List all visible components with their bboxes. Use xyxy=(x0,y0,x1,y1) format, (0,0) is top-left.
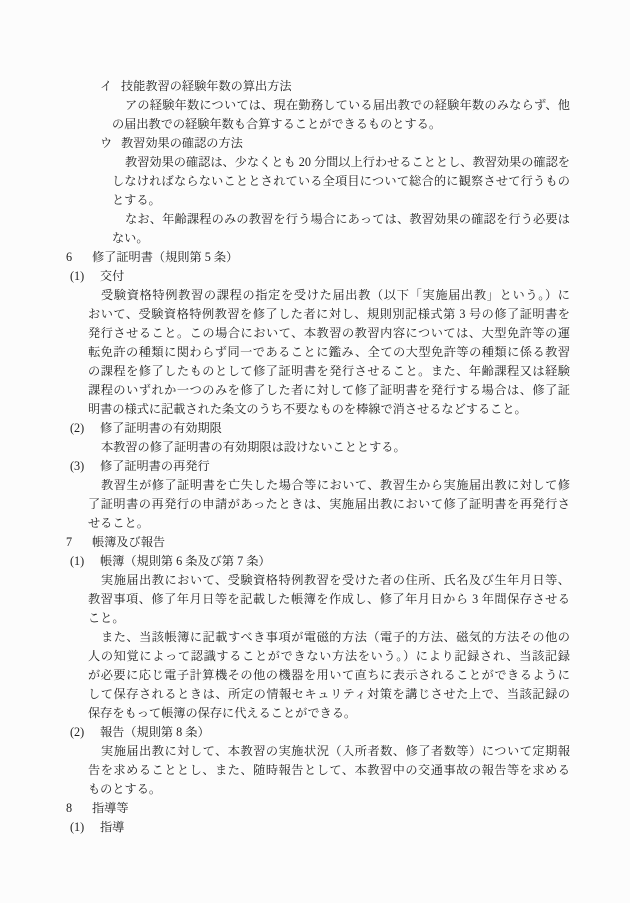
item-number: (1) xyxy=(70,820,85,834)
text-line: アの経験年数については、現在勤務している届出教での経験年数のみならず、他 xyxy=(125,98,570,112)
text-line: しなければならないこととされている全項目について総合的に観察させて行うもの xyxy=(112,174,570,188)
text-line: 転免許の種類に関わらず同一であることに鑑み、全ての大型免許等の種類に係る教習 xyxy=(88,345,570,359)
text-line: 本教習の修了証明書の有効期限は設けないこととする。 xyxy=(101,440,406,454)
item-title: 帳簿（規則第 6 条及び第 7 条） xyxy=(100,554,271,568)
heading-line xyxy=(0,134,630,153)
heading-line xyxy=(0,419,630,438)
text-line: 人の知覚によって認識することができない方法をいう。）により記録され、当該記録 xyxy=(88,649,570,663)
text-line: 実施届出教において、受験資格特例教習を受けた者の住所、氏名及び生年月日等、 xyxy=(101,573,570,587)
heading-line xyxy=(0,267,630,286)
heading-line xyxy=(0,77,630,96)
text-line: 教習事項、修了年月日等を記載した帳簿を作成し、修了年月日から 3 年間保存させる xyxy=(88,592,570,606)
item-number: (2) xyxy=(70,421,85,435)
heading-line xyxy=(0,552,630,571)
item-number: (3) xyxy=(70,459,85,473)
text-line: 明書の様式に記載された条文のうち不要なものを棒線で消させるなどすること。 xyxy=(88,402,527,416)
item-title: 教習効果の確認の方法 xyxy=(121,136,243,150)
item-number: ウ xyxy=(100,136,113,150)
text-line: 実施届出教に対して、本教習の実施状況（入所者数、修了者数等）について定期報 xyxy=(101,744,570,758)
heading-line xyxy=(0,457,630,476)
item-title: 交付 xyxy=(100,269,125,283)
text-line: 発行させること。この場合において、本教習の教習内容については、大型免許等の運 xyxy=(88,326,570,340)
text-line: して保存されるときは、所定の情報セキュリティ対策を講じさせた上で、当該記録の xyxy=(88,687,570,701)
text-line: 教習生が修了証明書を亡失した場合等において、教習生から実施届出教に対して修 xyxy=(101,478,570,492)
item-title: 修了証明書（規則第 5 条） xyxy=(92,250,239,264)
text-line: の課程を修了したものとして修了証明書を発行させること。また、年齢課程又は経験 xyxy=(88,364,570,378)
text-line: せること。 xyxy=(88,516,149,530)
text-line: こと。 xyxy=(88,611,125,625)
heading-line xyxy=(0,248,630,267)
item-number: イ xyxy=(100,79,113,93)
item-title: 修了証明書の再発行 xyxy=(100,459,210,473)
item-title: 技能教習の経験年数の算出方法 xyxy=(121,79,292,93)
item-number: (1) xyxy=(70,554,85,568)
item-title: 帳簿及び報告 xyxy=(92,535,166,549)
text-line: なお、年齢課程のみの教習を行う場合にあっては、教習効果の確認を行う必要は xyxy=(125,212,570,226)
text-line: ものとする。 xyxy=(88,782,162,796)
item-number: 6 xyxy=(66,250,73,264)
text-line: 課程のいずれか一つのみを修了した者に対して修了証明書を発行する場合は、修了証 xyxy=(88,383,570,397)
heading-line xyxy=(0,799,630,818)
text-line: ない。 xyxy=(112,231,149,245)
text-line: 教習効果の確認は、少なくとも 20 分間以上行わせることとし、教習効果の確認を xyxy=(125,155,570,169)
heading-line xyxy=(0,533,630,552)
text-line: の届出教での経験年数も合算することができるものとする。 xyxy=(112,117,442,131)
item-number: 8 xyxy=(66,801,73,815)
item-number: (2) xyxy=(70,725,85,739)
item-title: 指導等 xyxy=(92,801,129,815)
item-title: 修了証明書の有効期限 xyxy=(100,421,222,435)
text-line: 告を求めることとし、また、随時報告として、本教習中の交通事故の報告等を求める xyxy=(88,763,570,777)
item-title: 指導 xyxy=(100,820,125,834)
text-line: とする。 xyxy=(112,193,161,207)
text-line: が必要に応じ電子計算機その他の機器を用いて直ちに表示されることができるように xyxy=(88,668,570,682)
text-line: おいて、受験資格特例教習を修了した者に対し、規則別記様式第 3 号の修了証明書を xyxy=(88,307,570,321)
text-line: 受験資格特例教習の課程の指定を受けた届出教（以下「実施届出教」という。）に xyxy=(101,288,570,302)
text-line: 保存をもって帳簿の保存に代えることができる。 xyxy=(88,706,357,720)
text-line: また、当該帳簿に記載すべき事項が電磁的方法（電子的方法、磁気的方法その他の xyxy=(101,630,570,644)
item-number: 7 xyxy=(66,535,73,549)
heading-line xyxy=(0,818,630,837)
item-title: 報告（規則第 8 条） xyxy=(100,725,210,739)
text-line: 了証明書の再発行の申請があったときは、実施届出教において修了証明書を再発行さ xyxy=(88,497,570,511)
heading-line xyxy=(0,723,630,742)
item-number: (1) xyxy=(70,269,85,283)
